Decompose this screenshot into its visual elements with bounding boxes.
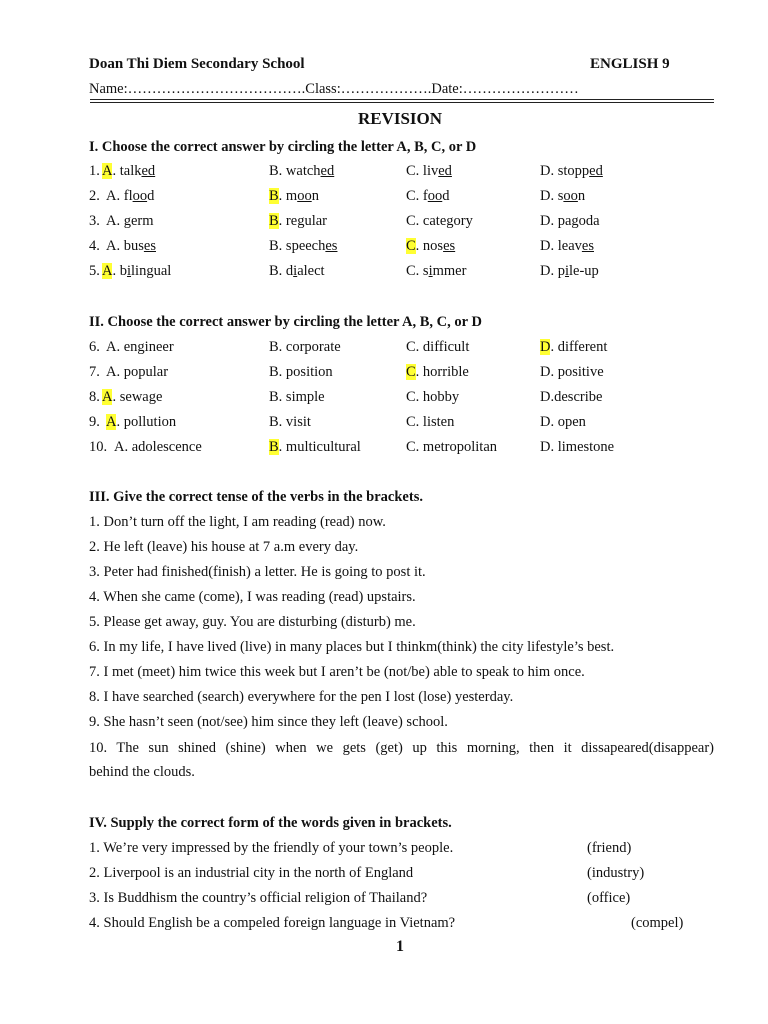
option-c[interactable]: C. metropolitan (406, 439, 498, 455)
option-c[interactable]: C. food (406, 188, 450, 204)
option-b[interactable]: B. watched (269, 163, 335, 179)
answer-highlight: B (269, 439, 279, 455)
option-b[interactable]: B. position (269, 364, 333, 380)
option-b[interactable]: B. dialect (269, 263, 325, 279)
option-a[interactable]: A. germ (106, 213, 154, 229)
verb-item: 1. Don’t turn off the light, I am reading (read) now. (89, 514, 386, 530)
question-number: 7. (89, 364, 100, 380)
subject-label: ENGLISH 9 (590, 56, 670, 72)
question-number: 6. (89, 339, 100, 355)
option-d[interactable]: D. soon (540, 188, 586, 204)
verb-item: 2. He left (leave) his house at 7 a.m every day. (89, 539, 359, 555)
answer-highlight: C (406, 238, 416, 254)
section-3-heading: III. Give the correct tense of the verbs in the brackets. (89, 489, 423, 505)
option-a[interactable]: A. adolescence (114, 439, 202, 455)
answer-highlight: A (102, 389, 113, 405)
option-d[interactable]: D. limestone (540, 439, 615, 455)
word-form-hint: (compel) (631, 915, 684, 931)
section-1-heading: I. Choose the correct answer by circling the letter A, B, C, or D (89, 139, 477, 155)
option-d[interactable]: D. leaves (540, 238, 594, 254)
answer-highlight: A (106, 414, 117, 430)
option-a[interactable]: A. engineer (106, 339, 174, 355)
option-b[interactable]: B. speeches (269, 238, 338, 254)
answer-highlight: C (406, 364, 416, 380)
question-number: 3. (89, 213, 100, 229)
option-a[interactable]: A. sewage (102, 389, 163, 405)
option-a[interactable]: A. talked (102, 163, 156, 179)
word-form-item: 2. Liverpool is an industrial city in the north of England (89, 865, 414, 881)
option-d[interactable]: D. pagoda (540, 213, 600, 229)
section-4-heading: IV. Supply the correct form of the words given in brackets. (89, 815, 452, 831)
answer-highlight: B (269, 188, 279, 204)
word-form-item: 1. We’re very impressed by the friendly of your town’s people. (89, 840, 454, 856)
question-number: 4. (89, 238, 100, 254)
option-a[interactable]: A. popular (106, 364, 169, 380)
option-d[interactable]: D. positive (540, 364, 604, 380)
word-form-hint: (friend) (587, 840, 632, 856)
header-rule (90, 99, 714, 100)
option-c[interactable]: C. hobby (406, 389, 460, 405)
verb-item: 9. She hasn’t seen (not/see) him since they left (leave) school. (89, 714, 448, 730)
option-b[interactable]: B. regular (269, 213, 327, 229)
verb-item: 5. Please get away, guy. You are disturbing (disturb) me. (89, 614, 416, 630)
answer-highlight: B (269, 213, 279, 229)
verb-item: 8. I have searched (search) everywhere for the pen I lost (lose) yesterday. (89, 689, 514, 705)
option-b[interactable]: B. simple (269, 389, 325, 405)
option-d[interactable]: D. different (540, 339, 608, 355)
option-c[interactable]: C. lived (406, 163, 452, 179)
question-number: 2. (89, 188, 100, 204)
answer-highlight: A (102, 263, 113, 279)
option-c[interactable]: C. listen (406, 414, 455, 430)
verb-item: 6. In my life, I have lived (live) in many places but I thinkm(think) the city lifestyle’s best. (89, 639, 615, 655)
question-number: 5. (89, 263, 100, 279)
word-form-hint: (office) (587, 890, 631, 906)
student-info-line: Name:……………………………….Class:……………….Date:…………………… (89, 81, 579, 97)
section-2-heading: II. Choose the correct answer by circling the letter A, B, C, or D (89, 314, 482, 330)
verb-item: 7. I met (meet) him twice this week but I aren’t be (not/be) able to speak to him once. (89, 664, 585, 680)
answer-highlight: D (540, 339, 551, 355)
option-c[interactable]: C. horrible (406, 364, 469, 380)
question-number: 1. (89, 163, 100, 179)
option-d[interactable]: D. stopped (540, 163, 603, 179)
page-title: REVISION (357, 109, 443, 128)
option-c[interactable]: C. category (406, 213, 473, 229)
option-a[interactable]: A. bilingual (102, 263, 172, 279)
word-form-item: 4. Should English be a compeled foreign language in Vietnam? (89, 915, 456, 931)
word-form-item: 3. Is Buddhism the country’s official religion of Thailand? (89, 890, 428, 906)
option-b[interactable]: B. moon (269, 188, 319, 204)
verb-item-continuation: behind the clouds. (89, 764, 195, 780)
option-b[interactable]: B. corporate (269, 339, 341, 355)
verb-item: 3. Peter had finished(finish) a letter. He is going to post it. (89, 564, 426, 580)
option-d[interactable]: D. open (540, 414, 586, 430)
verb-item: 4. When she came (come), I was reading (read) upstairs. (89, 589, 416, 605)
option-c[interactable]: C. noses (406, 238, 456, 254)
option-a[interactable]: A. flood (106, 188, 155, 204)
answer-highlight: A (102, 163, 113, 179)
option-a[interactable]: A. pollution (106, 414, 177, 430)
verb-item: 10. The sun shined (shine) when we gets (get) up this morning, then it dissapeared(disappear) (89, 740, 714, 756)
option-b[interactable]: B. visit (269, 414, 311, 430)
question-number: 8. (89, 389, 100, 405)
question-number: 9. (89, 414, 100, 430)
question-number: 10. (89, 439, 108, 455)
page-number: 1 (396, 938, 404, 955)
option-c[interactable]: C. simmer (406, 263, 467, 279)
option-d[interactable]: D.describe (540, 389, 603, 405)
header-rule (90, 102, 714, 103)
word-form-hint: (industry) (587, 865, 645, 881)
option-b[interactable]: B. multicultural (269, 439, 361, 455)
option-d[interactable]: D. pile-up (540, 263, 599, 279)
option-a[interactable]: A. buses (106, 238, 156, 254)
option-c[interactable]: C. difficult (406, 339, 470, 355)
school-name: Doan Thi Diem Secondary School (89, 56, 305, 72)
